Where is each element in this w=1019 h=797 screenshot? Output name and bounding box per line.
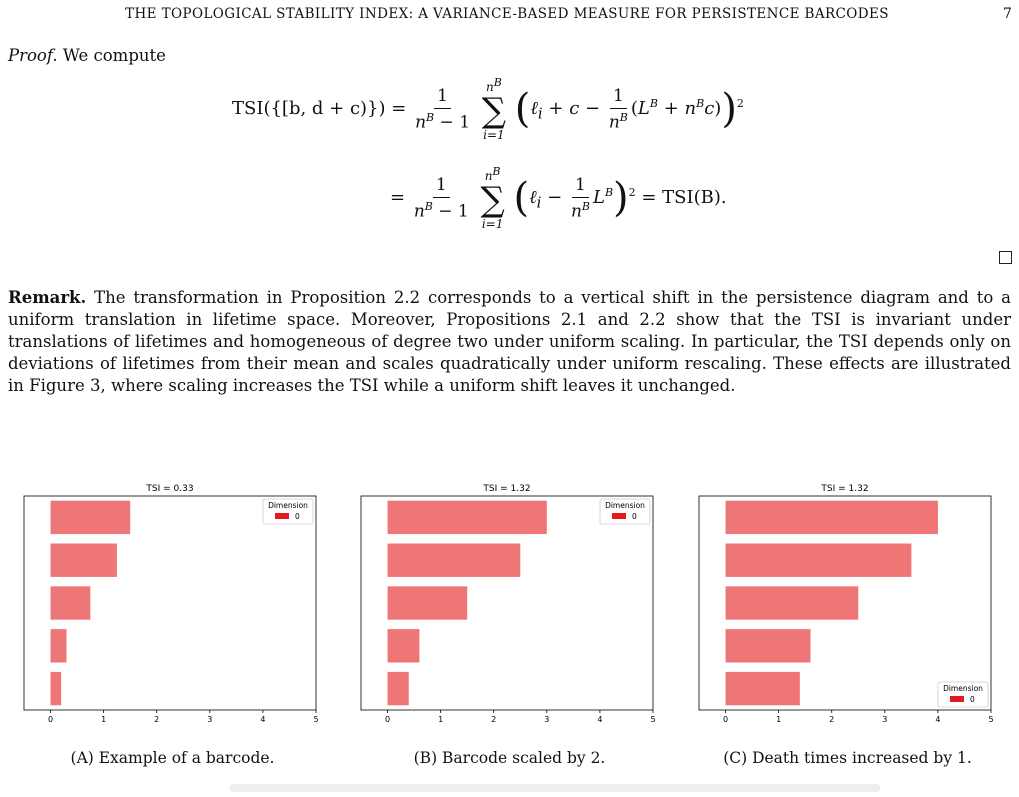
barcode-bar: [51, 672, 62, 705]
x-tick-label: 2: [491, 715, 497, 724]
remark-text: The transformation in Proposition 2.2 corresponds to a vertical shift in the persistence diagram and to a uniform translation in lifetime space. Moreover, Propositions 2.1 and 2.2 show that the TSI is invariant under translations of lifetimes and homogeneous of degree two under uniform scaling. In particular, the TSI depends only on deviations of lifetimes from their mean and scales quadratically under uniform rescaling. These effects are illustrated in Figure 3, where scaling increases the TSI while a uniform shift leaves it unchanged.: [8, 288, 1011, 395]
equation-result: = TSI(B).: [641, 187, 727, 208]
x-tick-label: 1: [101, 715, 107, 724]
legend-swatch: [612, 513, 626, 519]
x-tick-label: 4: [597, 715, 603, 724]
barcode-bar: [726, 501, 938, 534]
qed-box: [999, 251, 1012, 264]
legend-title: Dimension: [268, 501, 308, 510]
equation-line-2: = $\frac{1}{n^B - 1}$ $n^B$ ∑ i=1 (ℓ$_i$ − $\frac{1}{n^B}$ $L^B)^2 = TSI(B)$.: [390, 165, 727, 231]
x-tick-label: 0: [47, 715, 54, 724]
chart-title: TSI = 1.32: [483, 484, 531, 494]
barcode-bar: [388, 629, 420, 662]
x-tick-label: 5: [313, 715, 319, 724]
barcode-bar: [726, 586, 859, 619]
remark-label: Remark.: [8, 288, 87, 307]
equation-lhs: TSI({[b, d + c)}): [232, 98, 386, 119]
proof-text: We compute: [62, 46, 166, 65]
barcode-bar: [726, 672, 800, 705]
barcode-bar: [726, 544, 912, 577]
x-tick-label: 2: [829, 715, 835, 724]
x-tick-label: 3: [544, 715, 550, 724]
barcode-chart-a: [20, 480, 325, 735]
proof-intro: [8, 46, 166, 65]
legend-swatch: [950, 696, 964, 702]
x-tick-label: 4: [935, 715, 941, 724]
x-tick-label: 4: [260, 715, 266, 724]
caption-a: (A) Example of a barcode.: [70, 749, 275, 767]
barcode-bar: [51, 586, 91, 619]
barcode-bar: [51, 544, 117, 577]
chart-title: TSI = 0.33: [146, 484, 194, 494]
x-tick-label: 3: [882, 715, 888, 724]
caption-c: (C) Death times increased by 1.: [723, 749, 972, 767]
legend: [263, 499, 313, 524]
legend-swatch: [275, 513, 289, 519]
barcode-bar: [388, 672, 409, 705]
barcode-bar: [388, 501, 547, 534]
x-tick-label: 1: [438, 715, 444, 724]
barcode-bar: [388, 544, 521, 577]
legend-title: Dimension: [943, 684, 983, 693]
barcode-bar: [388, 586, 468, 619]
chart-title: TSI = 1.32: [821, 484, 869, 494]
legend-entry: 0: [970, 695, 975, 704]
barcode-bar: [51, 501, 131, 534]
remark-paragraph: [8, 287, 1011, 397]
x-tick-label: 5: [988, 715, 994, 724]
barcode-bar: [51, 629, 67, 662]
x-tick-label: 5: [650, 715, 656, 724]
page-number: 7: [1003, 6, 1012, 22]
barcode-chart-b: [357, 480, 662, 735]
caption-b: (B) Barcode scaled by 2.: [413, 749, 606, 767]
x-tick-label: 1: [776, 715, 782, 724]
running-head: THE TOPOLOGICAL STABILITY INDEX: A VARIANCE-BASED MEASURE FOR PERSISTENCE BARCODES: [125, 6, 889, 22]
barcode-bar: [726, 629, 811, 662]
x-tick-label: 0: [384, 715, 391, 724]
equation-line-1: TSI({[b, d + c)}) = $\frac{1}{n^B - 1}$ $n^B$ ∑ i=1 (ℓ$_i$ + c − $\frac{1}{n^B}$ $(L^B + n^Bc))^2$: [232, 76, 744, 142]
x-tick-label: 3: [207, 715, 213, 724]
legend-entry: 0: [632, 512, 637, 521]
barcode-chart-c: [695, 480, 1000, 735]
x-tick-label: 2: [154, 715, 160, 724]
legend-entry: 0: [295, 512, 300, 521]
cutoff-text: [230, 784, 880, 792]
legend: [938, 682, 988, 707]
figure-caption-cutoff: [0, 778, 1019, 797]
x-tick-label: 0: [722, 715, 729, 724]
proof-label: Proof.: [8, 46, 58, 65]
legend-title: Dimension: [605, 501, 645, 510]
legend: [600, 499, 650, 524]
